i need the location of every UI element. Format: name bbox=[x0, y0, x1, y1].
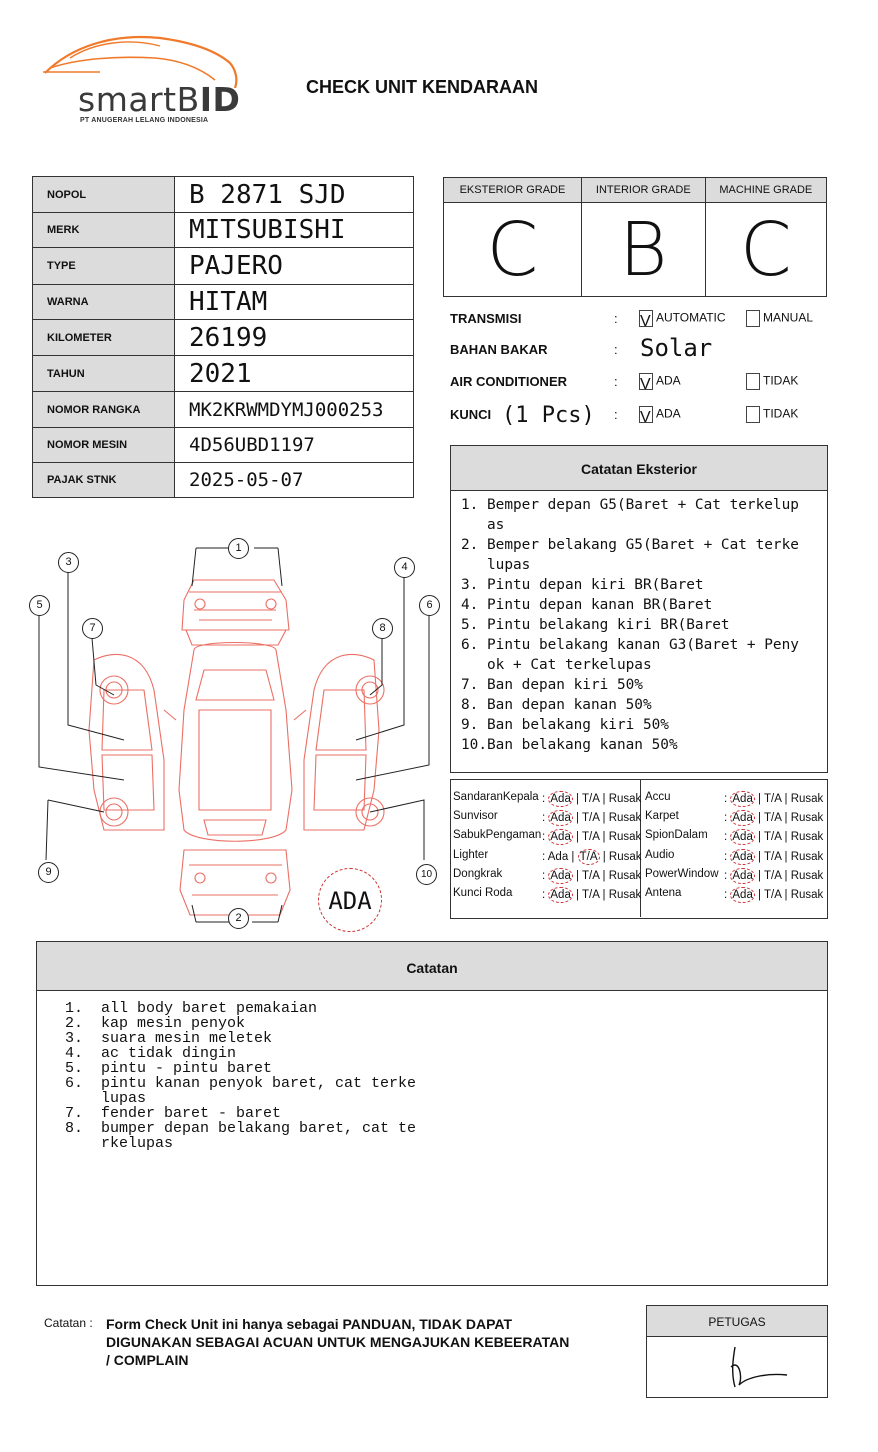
list-item: 5. pintu - pintu baret bbox=[65, 1060, 273, 1077]
colon: : bbox=[614, 407, 618, 422]
accessory-options[interactable]: : Ada | T/A | Rusak bbox=[724, 812, 824, 824]
transmisi-label: TRANSMISI bbox=[450, 311, 522, 326]
table-row bbox=[33, 463, 414, 498]
checkbox[interactable] bbox=[746, 406, 760, 423]
callout-2: 2 bbox=[228, 908, 249, 929]
option[interactable]: Rusak bbox=[608, 793, 642, 805]
list-item: 8. Ban depan kanan 50% bbox=[461, 697, 652, 713]
colon: : bbox=[614, 374, 618, 389]
selected-option[interactable]: Ada bbox=[732, 870, 753, 882]
accessory-name: Karpet bbox=[645, 810, 679, 822]
accessory-options[interactable]: : Ada | T/A | Rusak bbox=[724, 851, 824, 863]
option[interactable]: Rusak bbox=[790, 870, 824, 882]
disclaimer-text: Form Check Unit ini hanya sebagai PANDUAN, TIDAK DAPAT DIGUNAKAN SEBAGAI ACUAN UNTUK MENGAJUKAN KEBEERATAN / COMPLAIN bbox=[106, 1316, 570, 1368]
manual-option[interactable]: MANUAL bbox=[746, 310, 813, 327]
automatic-option[interactable]: V AUTOMATIC bbox=[640, 310, 726, 330]
interior-grade: B bbox=[581, 203, 705, 297]
list-item: 8. bumper depan belakang baret, cat te rkelupas bbox=[65, 1120, 417, 1152]
selected-option[interactable]: Ada bbox=[550, 870, 571, 882]
ac-label: AIR CONDITIONER bbox=[450, 374, 567, 389]
exterior-notes-panel bbox=[450, 445, 828, 773]
car-swoosh-icon bbox=[40, 28, 245, 88]
table-row bbox=[33, 177, 414, 213]
option[interactable]: T/A bbox=[764, 793, 782, 805]
callout-8: 8 bbox=[372, 618, 393, 639]
petugas-title: PETUGAS bbox=[647, 1306, 827, 1337]
check-mark-icon: V bbox=[640, 409, 651, 426]
option[interactable]: Rusak bbox=[790, 889, 824, 901]
vehicle-info-table bbox=[32, 176, 414, 498]
option[interactable]: T/A bbox=[582, 812, 600, 824]
selected-option[interactable]: Ada bbox=[550, 793, 571, 805]
vehicle-value: PAJERO bbox=[175, 248, 414, 285]
checkbox[interactable] bbox=[746, 310, 760, 327]
option[interactable]: T/A bbox=[582, 870, 600, 882]
accessory-options[interactable]: : Ada | T/A | Rusak bbox=[724, 793, 824, 805]
colon: : bbox=[614, 342, 618, 357]
list-item: 1. all body baret pemakaian bbox=[65, 1000, 318, 1017]
vehicle-value: B 2871 SJD bbox=[175, 177, 414, 213]
accessory-name: Lighter bbox=[453, 849, 489, 861]
table-row bbox=[33, 392, 414, 428]
accessory-options[interactable]: : Ada | T/A | Rusak bbox=[542, 793, 642, 805]
checkbox[interactable] bbox=[639, 310, 653, 330]
selected-option[interactable]: Ada bbox=[732, 793, 753, 805]
option[interactable]: Rusak bbox=[790, 812, 824, 824]
page-title: CHECK UNIT KENDARAAN bbox=[306, 77, 538, 97]
callout-10: 10 bbox=[416, 864, 437, 885]
ada-stamp: ADA bbox=[318, 868, 382, 932]
list-item: 4. Pintu depan kanan BR(Baret bbox=[461, 597, 713, 613]
accessory-name: Kunci Roda bbox=[453, 887, 513, 899]
grade-label: EKSTERIOR GRADE bbox=[444, 178, 582, 203]
machine-grade: C bbox=[705, 203, 826, 297]
vehicle-label: PAJAK STNK bbox=[33, 463, 175, 498]
selected-option[interactable]: Ada bbox=[550, 889, 571, 901]
selected-option[interactable]: Ada bbox=[732, 831, 753, 843]
option[interactable]: Rusak bbox=[790, 831, 824, 843]
selected-option[interactable]: Ada bbox=[732, 889, 753, 901]
callout-9: 9 bbox=[38, 862, 59, 883]
vehicle-value: 26199 bbox=[175, 320, 414, 356]
colon: : bbox=[614, 311, 618, 326]
kunci-count: (1 Pcs) bbox=[502, 403, 595, 428]
callout-5: 5 bbox=[29, 595, 50, 616]
list-item: 6. Pintu belakang kanan G3(Baret + Peny ok + Cat terkelupas bbox=[461, 637, 799, 673]
accessory-name: SabukPengaman bbox=[453, 829, 542, 841]
option[interactable]: Rusak bbox=[608, 851, 642, 863]
accessory-options[interactable]: : Ada | T/A | Rusak bbox=[724, 870, 824, 882]
kunci-tidak-option[interactable]: TIDAK bbox=[746, 406, 798, 423]
option[interactable]: Rusak bbox=[608, 831, 642, 843]
option[interactable]: Rusak bbox=[790, 851, 824, 863]
check-mark-icon: V bbox=[640, 376, 651, 393]
option[interactable]: T/A bbox=[764, 812, 782, 824]
accessory-options[interactable]: : Ada | T/A | Rusak bbox=[542, 889, 642, 901]
accessory-options[interactable]: : Ada | T/A | Rusak bbox=[542, 812, 642, 824]
checkbox[interactable] bbox=[639, 373, 653, 393]
option[interactable]: T/A bbox=[764, 851, 782, 863]
car-outline-icon bbox=[24, 530, 444, 940]
vehicle-value: 2025-05-07 bbox=[175, 463, 414, 498]
accessory-name: Accu bbox=[645, 791, 671, 803]
ac-tidak-option[interactable]: TIDAK bbox=[746, 373, 798, 390]
selected-option[interactable]: Ada bbox=[550, 812, 571, 824]
selected-option[interactable]: Ada bbox=[550, 831, 571, 843]
table-row bbox=[33, 356, 414, 392]
vehicle-label: NOPOL bbox=[33, 177, 175, 213]
table-row bbox=[33, 213, 414, 248]
exterior-notes-list bbox=[451, 491, 827, 755]
accessory-name: Sunvisor bbox=[453, 810, 498, 822]
callout-3: 3 bbox=[58, 552, 79, 573]
footer-label: Catatan : bbox=[44, 1316, 93, 1330]
vehicle-label: NOMOR MESIN bbox=[33, 428, 175, 463]
kunci-label: KUNCI bbox=[450, 407, 492, 422]
option[interactable]: Rusak bbox=[608, 812, 642, 824]
list-item: 3. suara mesin meletek bbox=[65, 1030, 273, 1047]
checkbox[interactable] bbox=[639, 406, 653, 426]
exterior-notes-title: Catatan Eksterior bbox=[451, 446, 827, 491]
accessory-name: Dongkrak bbox=[453, 868, 503, 880]
vehicle-value: HITAM bbox=[175, 285, 414, 320]
option[interactable]: Ada bbox=[547, 851, 569, 863]
grade-label: MACHINE GRADE bbox=[705, 178, 826, 203]
vehicle-value: MK2KRWMDYMJ000253 bbox=[175, 392, 414, 428]
accessory-options[interactable]: : Ada | T/A | Rusak bbox=[542, 870, 642, 882]
list-item: 2. Bemper belakang G5(Baret + Cat terke lupas bbox=[461, 537, 799, 573]
accessory-options[interactable]: : Ada | T/A | Rusak bbox=[724, 889, 824, 901]
grade-label: INTERIOR GRADE bbox=[581, 178, 705, 203]
table-row bbox=[33, 320, 414, 356]
bahan-bakar-value: Solar bbox=[640, 334, 713, 362]
selected-option[interactable]: Ada bbox=[732, 812, 753, 824]
callout-1: 1 bbox=[228, 538, 249, 559]
list-item: 7. Ban depan kiri 50% bbox=[461, 677, 643, 693]
vehicle-label: KILOMETER bbox=[33, 320, 175, 356]
vehicle-label: TYPE bbox=[33, 248, 175, 285]
signature-icon bbox=[647, 1337, 827, 1397]
accessory-name: Antena bbox=[645, 887, 682, 899]
selected-option[interactable]: Ada bbox=[732, 851, 753, 863]
selected-option[interactable]: T/A bbox=[579, 851, 598, 863]
table-row bbox=[33, 285, 414, 320]
option[interactable]: T/A bbox=[764, 889, 782, 901]
exterior-grade: C bbox=[444, 203, 582, 297]
petugas-box bbox=[646, 1305, 828, 1398]
accessory-name: Audio bbox=[645, 849, 675, 861]
accessory-options[interactable]: : Ada | T/A | Rusak bbox=[542, 831, 642, 843]
car-damage-diagram bbox=[24, 530, 444, 940]
list-item: 2. kap mesin penyok bbox=[65, 1015, 246, 1032]
notes-panel bbox=[36, 941, 828, 1286]
vehicle-label: WARNA bbox=[33, 285, 175, 320]
vehicle-label: TAHUN bbox=[33, 356, 175, 392]
bahan-bakar-label: BAHAN BAKAR bbox=[450, 342, 548, 357]
ac-ada-option[interactable]: V ADA bbox=[640, 373, 681, 393]
list-item: 10. Ban belakang kanan 50% bbox=[461, 737, 678, 753]
notes-title: Catatan bbox=[37, 942, 827, 991]
vehicle-label: NOMOR RANGKA bbox=[33, 392, 175, 428]
list-item: 6. pintu kanan penyok baret, cat terke lupas bbox=[65, 1075, 417, 1107]
list-item: 7. fender baret - baret bbox=[65, 1105, 282, 1122]
list-item: 5. Pintu belakang kiri BR(Baret bbox=[461, 617, 730, 633]
option[interactable]: T/A bbox=[582, 831, 600, 843]
option[interactable]: Rusak bbox=[608, 870, 642, 882]
vehicle-label: MERK bbox=[33, 213, 175, 248]
option[interactable]: T/A bbox=[764, 831, 782, 843]
accessory-name: SpionDalam bbox=[645, 829, 708, 841]
accessory-options[interactable]: : Ada | T/A | Rusak bbox=[724, 831, 824, 843]
list-item: 4. ac tidak dingin bbox=[65, 1045, 237, 1062]
callout-6: 6 bbox=[419, 595, 440, 616]
option[interactable]: T/A bbox=[764, 870, 782, 882]
list-item: 9. Ban belakang kiri 50% bbox=[461, 717, 669, 733]
option[interactable]: T/A bbox=[582, 793, 600, 805]
option[interactable]: T/A bbox=[582, 889, 600, 901]
vehicle-value: 4D56UBD1197 bbox=[175, 428, 414, 463]
callout-7: 7 bbox=[82, 618, 103, 639]
logo-subtitle: PT ANUGERAH LELANG INDONESIA bbox=[80, 117, 209, 124]
vehicle-value: 2021 bbox=[175, 356, 414, 392]
check-mark-icon: V bbox=[640, 313, 651, 330]
table-row bbox=[33, 428, 414, 463]
grade-table bbox=[443, 177, 827, 297]
accessory-name: SandaranKepala bbox=[453, 791, 539, 803]
smartbid-logo: smartBID PT ANUGERAH LELANG INDONESIA bbox=[40, 28, 245, 128]
list-item: 3. Pintu depan kiri BR(Baret bbox=[461, 577, 704, 593]
list-item: 1. Bemper depan G5(Baret + Cat terkelup as bbox=[461, 497, 799, 533]
accessory-options[interactable]: : Ada | T/A | Rusak bbox=[542, 851, 642, 863]
accessory-name: PowerWindow bbox=[645, 868, 719, 880]
option[interactable]: Rusak bbox=[608, 889, 642, 901]
checkbox[interactable] bbox=[746, 373, 760, 390]
kunci-ada-option[interactable]: V ADA bbox=[640, 406, 681, 426]
vehicle-value: MITSUBISHI bbox=[175, 213, 414, 248]
callout-4: 4 bbox=[394, 557, 415, 578]
table-row bbox=[33, 248, 414, 285]
option[interactable]: Rusak bbox=[790, 793, 824, 805]
notes-list bbox=[37, 991, 827, 1151]
